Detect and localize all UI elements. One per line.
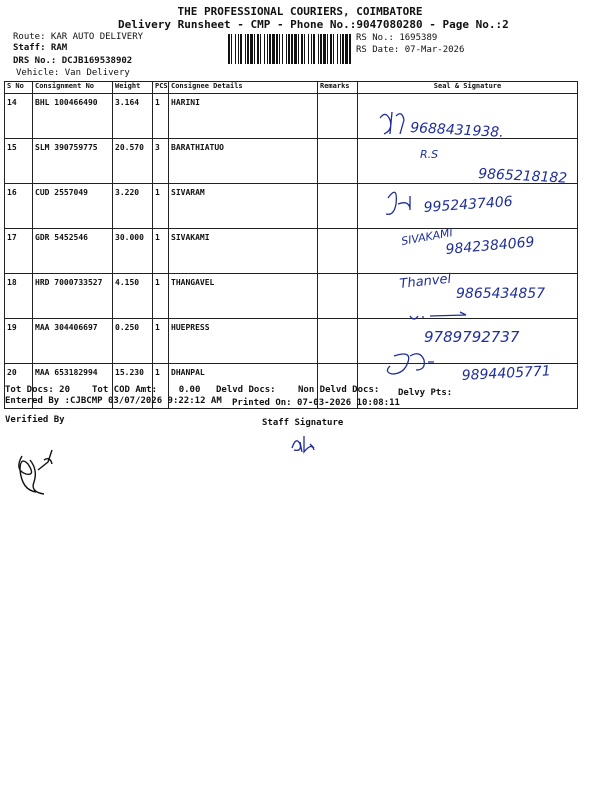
- barcode-bar: [254, 34, 255, 64]
- cell-sno: 19: [5, 319, 33, 364]
- verified-by-label: Verified By: [5, 415, 65, 425]
- printed-on: Printed On: 07-03-2026 10:08:11: [232, 398, 400, 408]
- cell-consignee: THANGAVEL: [169, 274, 318, 319]
- handwritten-phone-19: 9789792737: [424, 328, 520, 346]
- col-consignee: Consignee Details: [169, 82, 318, 94]
- rs-number: RS No.: 1695389: [356, 33, 438, 43]
- table-row: [5, 94, 578, 139]
- cell-pcs: 3: [153, 139, 169, 184]
- cell-remarks: [318, 139, 358, 184]
- cell-consignment: MAA 304406697: [33, 319, 113, 364]
- cell-weight: 0.250: [113, 319, 153, 364]
- cell-sno: 16: [5, 184, 33, 229]
- cell-consignee: HUEPRESS: [169, 319, 318, 364]
- handwritten-phone-15: 9865218182: [477, 166, 568, 187]
- cell-pcs: 1: [153, 274, 169, 319]
- staff-label: Staff: RAM: [13, 43, 68, 53]
- barcode-bar: [228, 34, 230, 64]
- barcode-bar: [311, 34, 312, 64]
- handwritten-initials-15: R.S: [420, 148, 439, 161]
- barcode-bar: [267, 34, 268, 64]
- table-row: [5, 229, 578, 274]
- handwritten-phone-18: 9865434857: [456, 286, 546, 302]
- handwritten-name-17: SIVAKAMI: [400, 226, 454, 248]
- col-weight: Weight: [113, 82, 153, 94]
- col-sno: S No: [5, 82, 33, 94]
- cell-consignee: SIVARAM: [169, 184, 318, 229]
- handwritten-name-18: Thanvel: [398, 271, 452, 292]
- barcode-bar: [308, 34, 309, 64]
- table-row: [5, 274, 578, 319]
- table-row: [5, 319, 578, 364]
- table-row: [5, 139, 578, 184]
- cell-sno: 18: [5, 274, 33, 319]
- cell-signature: [358, 319, 578, 364]
- cell-consignment: SLM 390759775: [33, 139, 113, 184]
- route-label: Route: KAR AUTO DELIVERY: [13, 32, 144, 42]
- barcode-bar: [298, 34, 299, 64]
- barcode-bar: [286, 34, 287, 64]
- cell-pcs: 1: [153, 229, 169, 274]
- barcode-bar: [301, 34, 303, 64]
- cell-weight: 15.230: [113, 364, 153, 409]
- barcode-bar: [260, 34, 261, 64]
- cell-weight: 30.000: [113, 229, 153, 274]
- cell-pcs: 1: [153, 184, 169, 229]
- cell-consignee: BARATHIATUO: [169, 139, 318, 184]
- non-delivered-docs: Non Delvd Docs:: [298, 385, 380, 395]
- cell-signature: [358, 271, 578, 319]
- barcode-bar: [313, 34, 315, 64]
- cell-consignee: DHANPAL: [169, 364, 318, 409]
- staff-signature-label: Staff Signature: [262, 418, 344, 428]
- drs-number: DRS No.: DCJB169538902: [13, 56, 133, 66]
- barcode-bar: [235, 34, 236, 64]
- barcode-bar: [264, 34, 265, 64]
- vehicle-label: Vehicle: Van Delivery: [16, 68, 130, 78]
- cell-pcs: 1: [153, 94, 169, 139]
- barcode-bar: [342, 34, 344, 64]
- runsheet-table: [4, 81, 578, 409]
- cell-sno: 20: [5, 364, 33, 409]
- total-cod-amount: Tot COD Amt: 0.00: [92, 385, 201, 395]
- barcode-bar: [327, 34, 328, 64]
- handwritten-phone-16: 9952437406: [423, 193, 514, 216]
- barcode-bar: [323, 34, 326, 64]
- cell-remarks: [318, 274, 358, 319]
- cell-signature: [358, 184, 578, 229]
- cell-remarks: [318, 184, 358, 229]
- barcode-bar: [231, 34, 232, 64]
- table-header-row: [5, 82, 578, 94]
- delivery-points: Delvy Pts:: [398, 388, 453, 398]
- staff-signature-mark: [292, 436, 314, 452]
- handwritten-phone-17: 9842384069: [444, 234, 536, 258]
- cell-sno: 14: [5, 94, 33, 139]
- cell-remarks: [318, 94, 358, 139]
- cell-signature: [358, 139, 578, 184]
- barcode-bar: [330, 34, 332, 64]
- barcode-bar: [245, 34, 246, 64]
- cell-consignment: CUD 2557049: [33, 184, 113, 229]
- cell-consignment: BHL 100466490: [33, 94, 113, 139]
- runsheet-subtitle: Delivery Runsheet - CMP - Phone No.:9047080280 - Page No.:2: [118, 18, 509, 31]
- cell-weight: 3.220: [113, 184, 153, 229]
- barcode-bar: [340, 34, 341, 64]
- cell-sno: 15: [5, 139, 33, 184]
- barcode-bar: [294, 34, 297, 64]
- total-docs: Tot Docs: 20: [5, 385, 71, 395]
- barcode-bar: [257, 34, 259, 64]
- barcode-bar: [304, 34, 305, 64]
- cell-signature: [358, 94, 578, 139]
- company-title: THE PROFESSIONAL COURIERS, COIMBATORE: [177, 5, 423, 18]
- entered-by: Entered By :CJBCMP 03/07/2026 9:22:12 AM: [5, 396, 222, 406]
- barcode-bar: [272, 34, 275, 64]
- cell-pcs: 1: [153, 319, 169, 364]
- cell-remarks: [318, 229, 358, 274]
- cell-weight: 20.570: [113, 139, 153, 184]
- barcode-bar: [345, 34, 348, 64]
- cell-weight: 4.150: [113, 274, 153, 319]
- table-row: [5, 184, 578, 229]
- barcode-bar: [333, 34, 334, 64]
- verified-by-signature-mark: [19, 450, 52, 494]
- barcode-bar: [250, 34, 253, 64]
- barcode-bar: [320, 34, 322, 64]
- col-seal-signature: Seal & Signature: [358, 82, 578, 94]
- cell-remarks: [318, 319, 358, 364]
- cell-signature: [358, 229, 578, 274]
- cell-consignment: GDR 5452546: [33, 229, 113, 274]
- barcode-bar: [318, 34, 319, 64]
- barcode-bar: [279, 34, 280, 64]
- delivered-docs: Delvd Docs:: [216, 385, 276, 395]
- barcode-bar: [282, 34, 283, 64]
- cell-consignee: HARINI: [169, 94, 318, 139]
- col-remarks: Remarks: [318, 82, 358, 94]
- handwritten-phone-20: 9894405771: [461, 363, 552, 384]
- barcode-bar: [240, 34, 242, 64]
- barcode-bar: [288, 34, 290, 64]
- cell-consignment: HRD 7000733527: [33, 274, 113, 319]
- cell-pcs: 1: [153, 364, 169, 409]
- handwritten-phone-14: 9688431938.: [409, 120, 505, 141]
- barcode-bar: [291, 34, 293, 64]
- col-pcs: PCS: [153, 82, 169, 94]
- barcode-bar: [247, 34, 249, 64]
- rs-date: RS Date: 07-Mar-2026: [356, 45, 465, 55]
- cell-sno: 17: [5, 229, 33, 274]
- col-consignment: Consignment No: [33, 82, 113, 94]
- barcode-bar: [238, 34, 239, 64]
- barcode-bar: [349, 34, 351, 64]
- barcode-bar: [337, 34, 338, 64]
- barcode-image: [228, 34, 352, 64]
- cell-consignment: MAA 653182994: [33, 364, 113, 409]
- barcode-bar: [276, 34, 278, 64]
- cell-weight: 3.164: [113, 94, 153, 139]
- barcode-bar: [269, 34, 271, 64]
- cell-consignee: SIVAKAMI: [169, 229, 318, 274]
